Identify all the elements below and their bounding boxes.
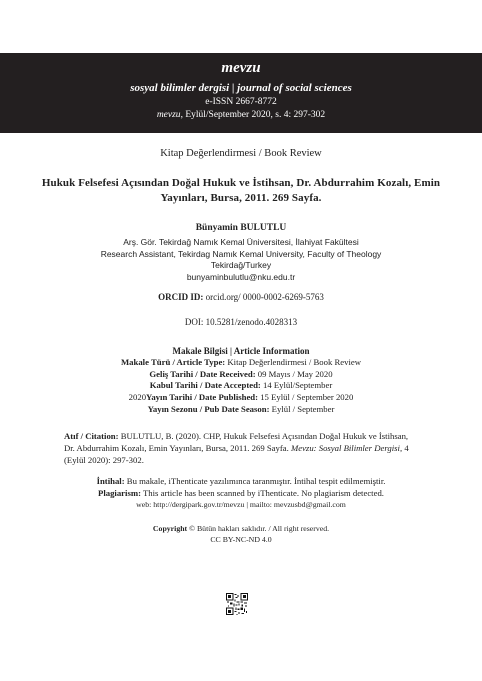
journal-subtitle: sosyal bilimler dergisi | journal of social sciences [130, 82, 352, 94]
author-email[interactable]: bunyaminbulutlu@nku.edu.tr [186, 271, 296, 282]
info-row-date-received [0, 369, 482, 381]
info-label: Yayın Tarihi / Date Published: [146, 392, 259, 403]
info-prefix: 2020 [128, 392, 147, 403]
article-title: Hukuk Felsefesi Açısından Doğal Hukuk ve İstihsan, Dr. Abdurrahim Kozalı, Emin Yayınları, Bursa, 2011. 269 Sayfa. [41, 177, 441, 204]
journal-name: mevzu [221, 60, 261, 76]
plagiarism-tr-text: Bu makale, iThenticate yazılımınca taranmıştır. İntihal tespit edilmemiştir. [124, 476, 386, 487]
info-row-date-published [0, 392, 482, 404]
info-row-article-type [0, 357, 482, 369]
license-line: CC BY-NC-ND 4.0 [210, 535, 272, 545]
article-type-line: Kitap Değerlendirmesi / Book Review [160, 148, 322, 159]
citation-tail: , 4 (Eylül 2020): 297-302. [64, 442, 409, 465]
eissn: e-ISSN 2667-8772 [205, 97, 277, 107]
citation-journal: Mevzu: Sosyal Bilimler Dergisi [290, 442, 400, 453]
article-front-matter [0, 133, 482, 545]
issue-details: , Eylül/September 2020, s. 4: 297-302 [180, 110, 326, 120]
info-label: Kabul Tarihi / Date Accepted: [149, 380, 261, 391]
author-location: Tekirdağ/Turkey [210, 260, 272, 270]
web-links[interactable]: web: http://dergipark.gov.tr/mevzu | mailto: mevzusbd@gmail.com [136, 500, 346, 510]
info-value: Kitap Değerlendirmesi / Book Review [225, 357, 362, 367]
issue-journal: mevzu [156, 110, 181, 120]
info-value: 09 Mayıs / May 2020 [255, 368, 333, 379]
author-name: Bünyamin BULUTLU [195, 223, 287, 233]
orcid-link[interactable]: orcid.org/ 0000-0002-6269-5763 [203, 292, 324, 302]
plagiarism-tr-label: İntihal: [96, 476, 125, 487]
citation-label: Atıf / Citation: [64, 430, 119, 441]
copyright-line [0, 523, 482, 534]
info-value: 14 Eylül/September [260, 380, 333, 391]
copyright-text: © Bütün hakları saklıdır. / All right reserved. [187, 524, 330, 534]
info-value: Eylül / September [269, 403, 335, 414]
plagiarism-block [0, 476, 482, 499]
info-label: Geliş Tarihi / Date Received: [149, 368, 256, 379]
citation-text: BULUTLU, B. (2020). CHP, Hukuk Felsefesi Açısından Doğal Hukuk ve İstihsan, Dr. Abdurrahim Kozalı, Emin Yayınları, Bursa, 2011. 269 Sayfa. [64, 430, 409, 453]
affiliation-en: Research Assistant, Tekirdag Namık Kemal University, Faculty of Theology [100, 248, 382, 259]
doi-line[interactable]: DOI: 10.5281/zenodo.4028313 [184, 317, 298, 327]
copyright-label: Copyright [152, 524, 188, 534]
info-label: Yayın Sezonu / Pub Date Season: [147, 403, 270, 414]
info-row-date-accepted [0, 380, 482, 392]
info-label: Makale Türü / Article Type: [120, 357, 226, 367]
issue-info [0, 109, 482, 121]
citation-block [0, 430, 482, 467]
orcid-label: ORCID ID: [158, 292, 204, 302]
plagiarism-tr [0, 476, 482, 488]
plagiarism-en [0, 488, 482, 500]
plagiarism-en-text: This article has been scanned by iThenticate. No plagiarism detected. [140, 487, 384, 498]
orcid-line [0, 291, 482, 303]
affiliation-tr: Arş. Gör. Tekirdağ Namık Kemal Üniversitesi, İlahiyat Fakültesi [123, 237, 359, 247]
info-heading: Makale Bilgisi | Article Information [172, 346, 310, 356]
info-row-pub-season [0, 404, 482, 416]
qr-code-icon [226, 593, 248, 615]
plagiarism-en-label: Plagiarism: [98, 487, 141, 498]
info-value: 15 Eylül / September 2020 [258, 392, 354, 403]
journal-header [0, 53, 482, 133]
